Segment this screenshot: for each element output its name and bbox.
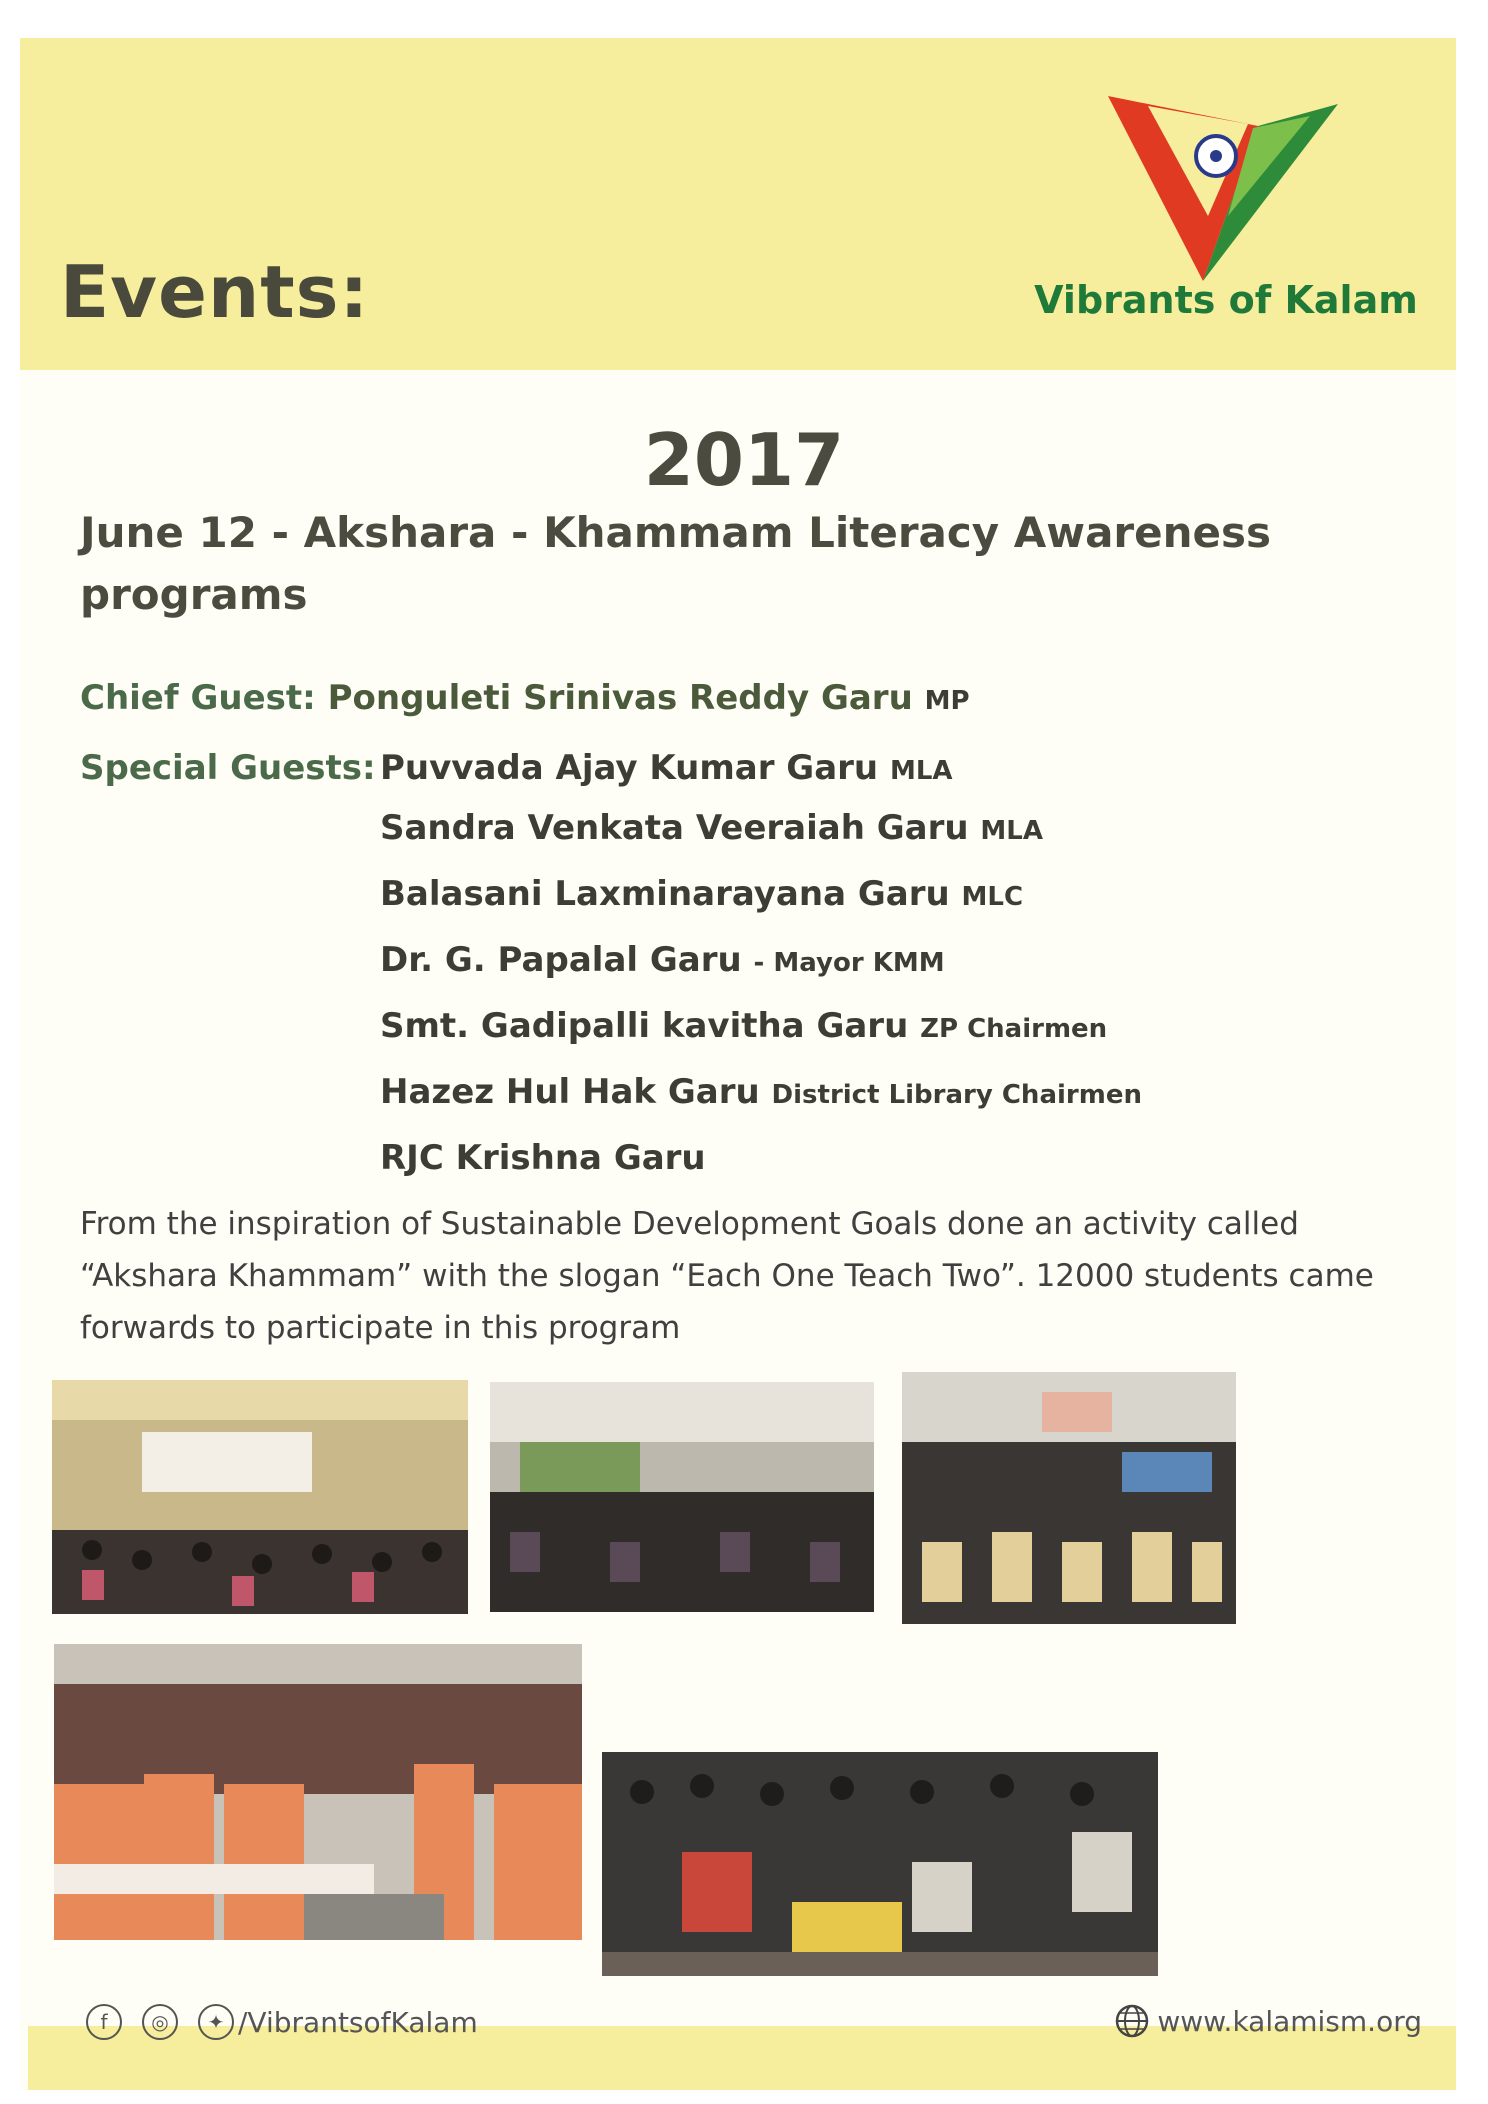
footer-social — [86, 2004, 478, 2040]
guest-role: District Library Chairmen — [771, 1080, 1142, 1110]
website-link[interactable]: www.kalamism.org — [1157, 2004, 1422, 2038]
guest-role: ZP Chairmen — [920, 1014, 1108, 1044]
event-description: From the inspiration of Sustainable Development Goals done an activity called “Akshara Khammam” with the slogan “Each One Teach Two”. 12000 students came forwards to participate in this program — [80, 1206, 1374, 1346]
chief-guest-role: MP — [924, 686, 970, 716]
special-guest-1 — [380, 748, 953, 788]
event-photo-5 — [602, 1752, 1158, 1976]
chief-guest-name: Ponguleti Srinivas Reddy Garu — [327, 678, 913, 718]
footer-website — [1115, 2004, 1422, 2038]
special-guest-6 — [380, 1072, 1142, 1112]
special-guest-4 — [380, 940, 945, 980]
guest-role: - Mayor KMM — [753, 948, 945, 978]
guest-name: Smt. Gadipalli kavitha Garu — [380, 1006, 909, 1046]
event-photo-1 — [52, 1380, 468, 1614]
facebook-icon[interactable]: f — [86, 2004, 122, 2040]
guest-role: MLC — [961, 882, 1024, 912]
special-guest-5 — [380, 1006, 1107, 1046]
special-guest-3 — [380, 874, 1023, 914]
guest-role: MLA — [889, 756, 953, 786]
guest-name: Balasani Laxminarayana Garu — [380, 874, 950, 914]
social-handle[interactable]: /VibrantsofKalam — [238, 2005, 478, 2039]
guest-name: RJC Krishna Garu — [380, 1138, 706, 1178]
logo-wordmark: Vibrants of Kalam — [1034, 278, 1418, 322]
guest-role: MLA — [980, 816, 1043, 846]
event-photo-3 — [902, 1372, 1236, 1624]
chief-guest-label: Chief Guest: — [80, 678, 316, 718]
events-heading: Events: — [60, 250, 370, 334]
chief-guest-row — [80, 678, 970, 718]
event-title: June 12 - Akshara - Khammam Literacy Awareness programs — [80, 508, 1272, 619]
guest-name: Puvvada Ajay Kumar Garu — [380, 748, 879, 788]
vibrants-of-kalam-logo-icon — [1088, 56, 1348, 286]
instagram-icon[interactable]: ◎ — [142, 2004, 178, 2040]
event-year: 2017 — [643, 418, 845, 502]
special-guest-2 — [380, 808, 1043, 848]
guest-name: Hazez Hul Hak Garu — [380, 1072, 760, 1112]
special-guest-7 — [380, 1138, 706, 1178]
globe-icon — [1115, 2004, 1149, 2038]
twitter-icon[interactable]: ✦ — [198, 2004, 234, 2040]
guest-name: Dr. G. Papalal Garu — [380, 940, 742, 980]
special-guests-label: Special Guests: — [80, 748, 376, 788]
guest-name: Sandra Venkata Veeraiah Garu — [380, 808, 969, 848]
event-photo-4 — [54, 1644, 582, 1940]
event-photo-2 — [490, 1382, 874, 1612]
